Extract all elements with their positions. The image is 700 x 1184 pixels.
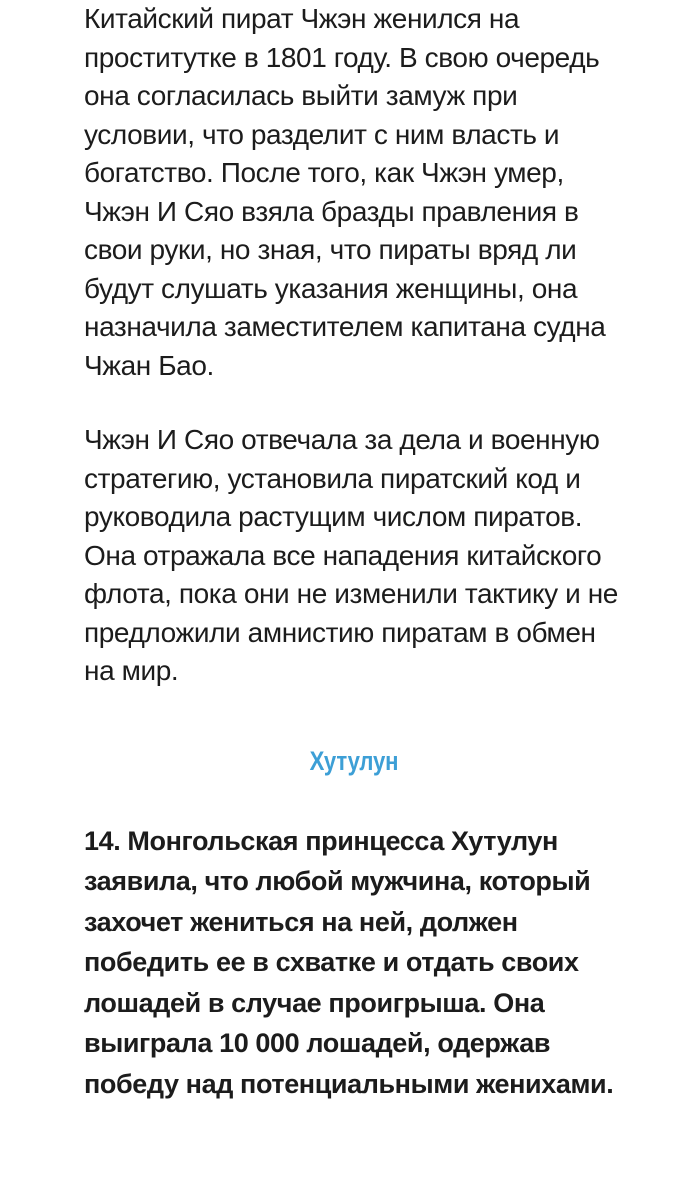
article-paragraph-zheng-yi-sao: Китайский пират Чжэн женился на проститутке в 1801 году. В свою очередь она согласилась выйти замуж при условии, что разделит с ним власть и богатство. После того, как Чжэн умер, Чжэн И Сяо взяла бразды правления в свои руки, но зная, что пираты вряд ли будут слушать указания женщины, она назначила заместителем капитана судна Чжан Бао. — [84, 3, 606, 381]
section-subheading: Хутулун — [309, 745, 399, 776]
article-paragraph-pirate-code: Чжэн И Сяо отвечала за дела и военную стратегию, установила пиратский код и руководила растущим числом пиратов. Она отражала все нападения китайского флота, пока они не изменили тактику и не предложили амнистию пиратам в обмен на мир. — [84, 424, 618, 686]
fact-14-paragraph: 14. Монгольская принцесса Хутулун заявила, что любой мужчина, который захочет жениться на ней, должен победить ее в схватке и отдать своих лошадей в случае проигрыша. Она выиграла 10 000 лошадей, одержав победу над потенциальными женихами. — [84, 825, 614, 1099]
article-body — [84, 0, 624, 1104]
